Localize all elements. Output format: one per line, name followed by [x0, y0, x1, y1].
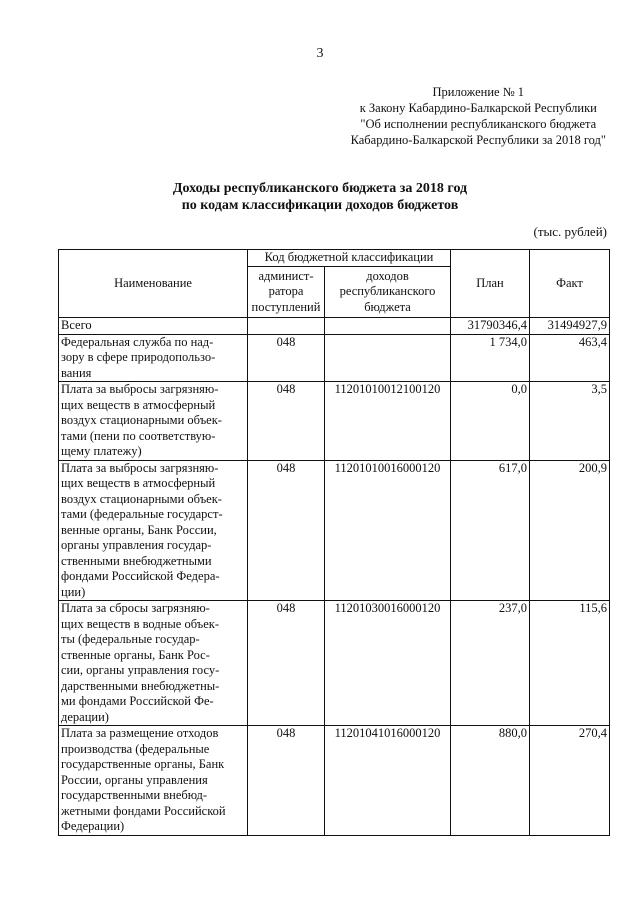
cell-code: 11201010012100120 [325, 382, 451, 461]
cell-name-line: ты (федеральные государ- [61, 632, 200, 646]
cell-name-line: щих веществ в водные объек- [61, 616, 219, 631]
table-row [59, 382, 610, 461]
appendix-line: Приложение № 1 [432, 85, 525, 99]
cell-plan: 237,0 [451, 601, 530, 726]
cell-name-line: дарственными внебюджетны- [61, 678, 220, 693]
page-number: 3 [316, 46, 324, 61]
header-plan: План [451, 250, 530, 318]
header-income [325, 267, 451, 318]
cell-name-line: жетными фондами Российской [61, 803, 226, 818]
cell-fact: 200,9 [530, 460, 610, 601]
cell-name: Всего [59, 318, 248, 335]
cell-fact: 115,6 [530, 601, 610, 726]
appendix-line: "Об исполнении республиканского бюджета [360, 117, 597, 131]
header-income-line: доходов [366, 268, 409, 283]
cell-admin: 048 [248, 726, 325, 836]
cell-code: 11201030016000120 [325, 601, 451, 726]
document-title [0, 180, 640, 214]
header-admin-line: ратора [268, 284, 304, 299]
cell-fact: 463,4 [530, 334, 610, 382]
cell-name-line: сии, органы управления госу- [61, 663, 220, 677]
cell-fact: 270,4 [530, 726, 610, 836]
cell-name [59, 601, 248, 726]
cell-name-line: ственными внебюджетными [61, 553, 212, 568]
cell-name-line: щих веществ в атмосферный [61, 397, 216, 412]
cell-name-line: ми фондами Российской Фе- [61, 694, 214, 708]
title-line: Доходы республиканского бюджета за 2018 год [172, 181, 468, 196]
cell-name-line: органы управления государ- [61, 538, 212, 552]
title-line: по кодам классификации доходов бюджетов [181, 198, 459, 213]
cell-name [59, 382, 248, 461]
header-fact: Факт [530, 250, 610, 318]
revenue-table [58, 249, 610, 836]
cell-name-line: государственными внебюд- [61, 788, 207, 802]
cell-plan: 880,0 [451, 726, 530, 836]
header-admin-line: поступлений [251, 299, 321, 314]
cell-name-line: вания [61, 365, 92, 380]
cell-name [59, 334, 248, 382]
cell-fact: 31494927,9 [530, 318, 610, 335]
table-row [59, 460, 610, 601]
header-name: Наименование [59, 250, 248, 318]
header-income-line: бюджета [364, 299, 411, 314]
cell-code: 11201041016000120 [325, 726, 451, 836]
cell-admin: 048 [248, 334, 325, 382]
cell-name-line: Плата за выбросы загрязняю- [61, 460, 219, 475]
cell-admin: 048 [248, 460, 325, 601]
cell-name-line: зору в сфере природопользо- [61, 350, 216, 364]
cell-name-line: тами (федеральные государст- [61, 507, 223, 521]
cell-plan: 1 734,0 [451, 334, 530, 382]
cell-admin: 048 [248, 382, 325, 461]
table-row [59, 601, 610, 726]
cell-name-line: производства (федеральные [61, 741, 210, 756]
table-row [59, 726, 610, 836]
cell-admin: 048 [248, 601, 325, 726]
header-admin-line: админист- [258, 268, 314, 283]
appendix-line: Кабардино-Балкарской Республики за 2018 год" [350, 133, 606, 147]
cell-name-line: щих веществ в атмосферный [61, 476, 216, 490]
cell-plan: 31790346,4 [451, 318, 530, 335]
table-row [59, 334, 610, 382]
cell-name [59, 726, 248, 836]
cell-name-line: ции) [61, 584, 86, 599]
cell-name [59, 460, 248, 601]
cell-name-line: венные органы, Банк России, [61, 522, 217, 537]
cell-name-line: ственные органы, Банк Рос- [61, 647, 210, 662]
units-label: (тыс. рублей) [533, 224, 607, 239]
cell-name-line: воздух стационарными объек- [61, 491, 222, 506]
cell-fact: 3,5 [530, 382, 610, 461]
cell-code: 11201010016000120 [325, 460, 451, 601]
cell-name-line: России, органы управления [61, 772, 208, 787]
cell-plan: 617,0 [451, 460, 530, 601]
header-kbk: Код бюджетной классификации [248, 250, 451, 267]
cell-admin [248, 318, 325, 335]
cell-name-line: Федерации) [61, 819, 125, 833]
cell-code [325, 334, 451, 382]
header-admin [248, 267, 325, 318]
cell-code [325, 318, 451, 335]
cell-name-line: государственные органы, Банк [61, 757, 225, 771]
cell-name-line: тами (пени по соответствую- [61, 428, 216, 443]
cell-name-line: Федеральная служба по над- [61, 334, 214, 349]
cell-name-line: воздух стационарными объек- [61, 413, 222, 427]
cell-name-line: Плата за выбросы загрязняю- [61, 382, 219, 396]
cell-name-line: Плата за сбросы загрязняю- [61, 601, 210, 615]
cell-plan: 0,0 [451, 382, 530, 461]
total-row [59, 318, 610, 335]
header-income-line: республиканского [339, 284, 436, 299]
cell-name-line: дерации) [61, 709, 109, 724]
cell-name-line: фондами Российской Федера- [61, 569, 220, 583]
appendix-line: к Закону Кабардино-Балкарской Республики [359, 101, 597, 115]
cell-name-line: Плата за размещение отходов [61, 726, 219, 740]
appendix-block [351, 84, 606, 148]
cell-name-line: щему платежу) [61, 444, 142, 458]
